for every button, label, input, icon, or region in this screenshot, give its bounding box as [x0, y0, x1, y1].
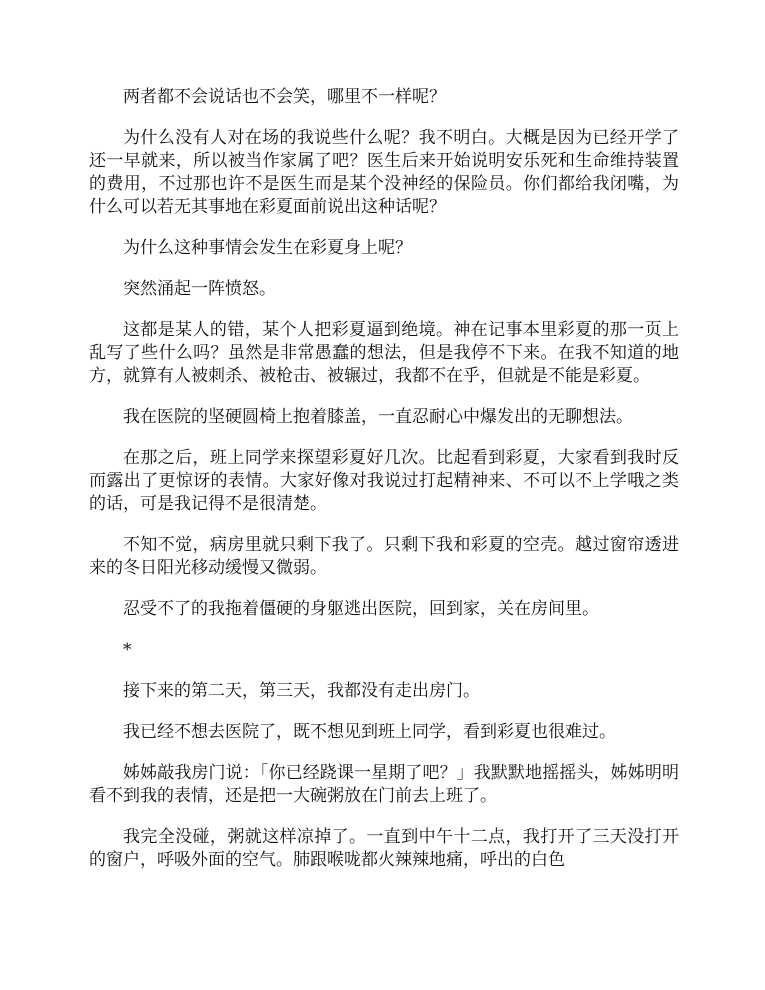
paragraph: 在那之后，班上同学来探望彩夏好几次。比起看到彩夏，大家看到我时反而露出了更惊讶的表情。大家好像对我说过打起精神来、不可以不上学哦之类的话，可是我记得不是很清楚。	[89, 448, 679, 514]
paragraph: 不知不觉，病房里就只剩下我了。只剩下我和彩夏的空壳。越过窗帘透进来的冬日阳光移动缓慢又微弱。	[89, 535, 679, 578]
section-break: *	[123, 640, 132, 660]
paragraph: 我在医院的坚硬圆椅上抱着膝盖，一直忍耐心中爆发出的无聊想法。	[123, 407, 633, 427]
paragraph: 我已经不想去医院了，既不想见到班上同学，看到彩夏也很难过。	[123, 722, 616, 742]
document-page	[89, 86, 679, 890]
paragraph: 突然涌起一阵愤怒。	[123, 279, 276, 299]
paragraph: 两者都不会说话也不会笑，哪里不一样呢？	[123, 87, 446, 107]
paragraph: 为什么这种事情会发生在彩夏身上呢？	[123, 238, 412, 258]
paragraph: 这都是某人的错，某个人把彩夏逼到绝境。神在记事本里彩夏的那一页上乱写了些什么吗？虽然是非常愚蠢的想法，但是我停不下来。在我不知道的地方，就算有人被刺杀、被枪击、被辗过，我都不在乎，但就是不能是彩夏。	[89, 320, 679, 386]
paragraph: 忍受不了的我拖着僵硬的身躯逃出医院，回到家，关在房间里。	[123, 599, 599, 619]
paragraph: 为什么没有人对在场的我说些什么呢？我不明白。大概是因为已经开学了还一早就来，所以被当作家属了吧？医生后来开始说明安乐死和生命维持装置的费用，不过那也许不是医生而是某个没神经的保险员。你们都给我闭嘴，为什么可以若无其事地在彩夏面前说出这种话呢？	[89, 128, 679, 217]
paragraph: 姊姊敲我房门说：「你已经跷课一星期了吧？」我默默地摇摇头，姊姊明明看不到我的表情，还是把一大碗粥放在门前去上班了。	[89, 763, 679, 806]
paragraph: 我完全没碰，粥就这样凉掉了。一直到中午十二点，我打开了三天没打开的窗户，呼吸外面的空气。肺跟喉咙都火辣辣地痛，呼出的白色	[89, 827, 679, 870]
paragraph: 接下来的第二天，第三天，我都没有走出房门。	[123, 681, 480, 701]
